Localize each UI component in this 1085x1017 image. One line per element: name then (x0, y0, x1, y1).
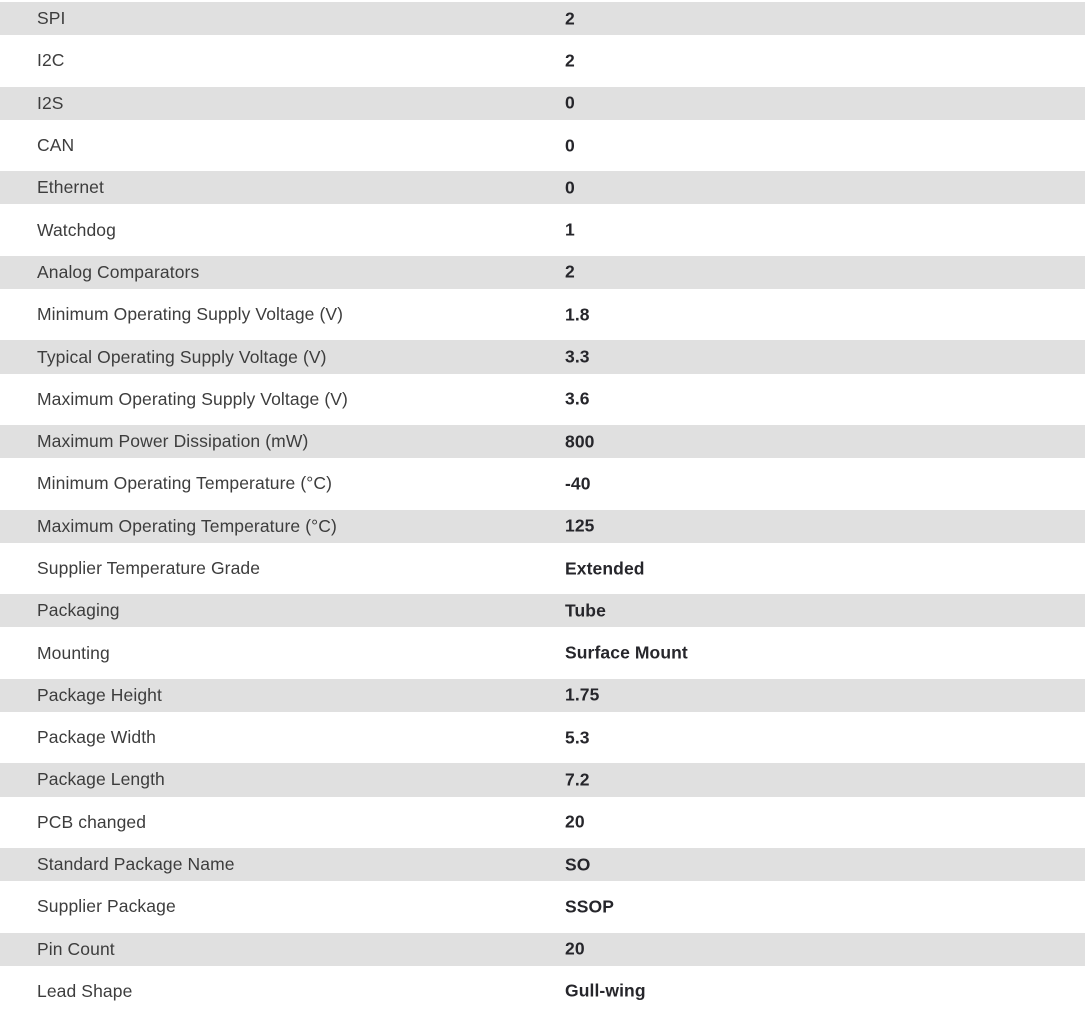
attribute-value: 3.3 (565, 346, 590, 367)
attribute-label: Package Height (37, 684, 162, 705)
table-row (0, 933, 1085, 966)
attribute-label: Pin Count (37, 938, 115, 959)
attribute-label: Maximum Power Dissipation (mW) (37, 431, 309, 452)
attribute-value: 1.75 (565, 684, 600, 705)
table-row (0, 636, 1085, 669)
attribute-label: Analog Comparators (37, 261, 200, 282)
attribute-value: 20 (565, 938, 585, 959)
attribute-label: Supplier Package (37, 896, 176, 917)
attribute-value: 125 (565, 515, 595, 536)
attribute-value: 0 (565, 135, 575, 156)
attribute-value: 2 (565, 261, 575, 282)
attribute-value: 20 (565, 811, 585, 832)
attribute-value: -40 (565, 473, 591, 494)
attribute-label: Ethernet (37, 177, 104, 198)
attribute-label: Minimum Operating Temperature (°C) (37, 473, 333, 494)
attribute-label: Packaging (37, 600, 120, 621)
table-row (0, 298, 1085, 331)
table-row (0, 383, 1085, 416)
attribute-label: Supplier Temperature Grade (37, 558, 261, 578)
attribute-value: 2 (565, 8, 575, 29)
attribute-label: I2C (37, 50, 65, 71)
attribute-label: Lead Shape (37, 980, 133, 1001)
attribute-label: Typical Operating Supply Voltage (V) (37, 346, 327, 367)
attribute-value: 2 (565, 50, 575, 71)
table-row (0, 340, 1085, 373)
attribute-value: 0 (565, 177, 575, 198)
attribute-value: 0 (565, 92, 575, 113)
attribute-label: Package Length (37, 769, 165, 790)
attribute-value: 1.8 (565, 304, 590, 325)
table-row (0, 552, 1085, 585)
attribute-value: SSOP (565, 896, 615, 917)
attribute-label: Standard Package Name (37, 854, 235, 875)
attribute-label: Watchdog (37, 219, 116, 240)
attribute-value: 5.3 (565, 727, 590, 748)
attribute-value: 1 (565, 219, 575, 240)
attribute-label: I2S (37, 92, 64, 113)
attribute-value: 800 (565, 431, 595, 452)
table-row (0, 721, 1085, 754)
table-row (0, 129, 1085, 162)
table-row (0, 510, 1085, 543)
attribute-value: SO (565, 854, 591, 875)
attribute-value: Surface Mount (565, 642, 688, 663)
table-row (0, 171, 1085, 204)
attribute-label: Package Width (37, 727, 156, 748)
table-row (0, 975, 1085, 1008)
attribute-label: Minimum Operating Supply Voltage (V) (37, 304, 344, 325)
table-row (0, 763, 1085, 796)
attribute-label: Maximum Operating Temperature (°C) (37, 515, 337, 536)
attribute-value: Tube (565, 600, 606, 621)
attribute-label: CAN (37, 135, 75, 156)
table-row (0, 425, 1085, 458)
table-row (0, 594, 1085, 627)
attribute-label: SPI (37, 8, 66, 29)
attribute-label: Maximum Operating Supply Voltage (V) (37, 388, 348, 409)
attribute-value: 7.2 (565, 769, 590, 790)
table-row (0, 890, 1085, 923)
attribute-value: Gull-wing (565, 980, 646, 1001)
table-row (0, 2, 1085, 35)
attribute-label: PCB changed (37, 811, 147, 832)
table-row (0, 87, 1085, 120)
table-row (0, 467, 1085, 500)
table-row (0, 679, 1085, 712)
attribute-value: Extended (565, 558, 645, 578)
table-row (0, 256, 1085, 289)
table-row (0, 848, 1085, 881)
attribute-label: Mounting (37, 642, 110, 663)
attribute-value: 3.6 (565, 388, 590, 409)
table-row (0, 213, 1085, 246)
table-row (0, 44, 1085, 77)
table-row (0, 806, 1085, 839)
